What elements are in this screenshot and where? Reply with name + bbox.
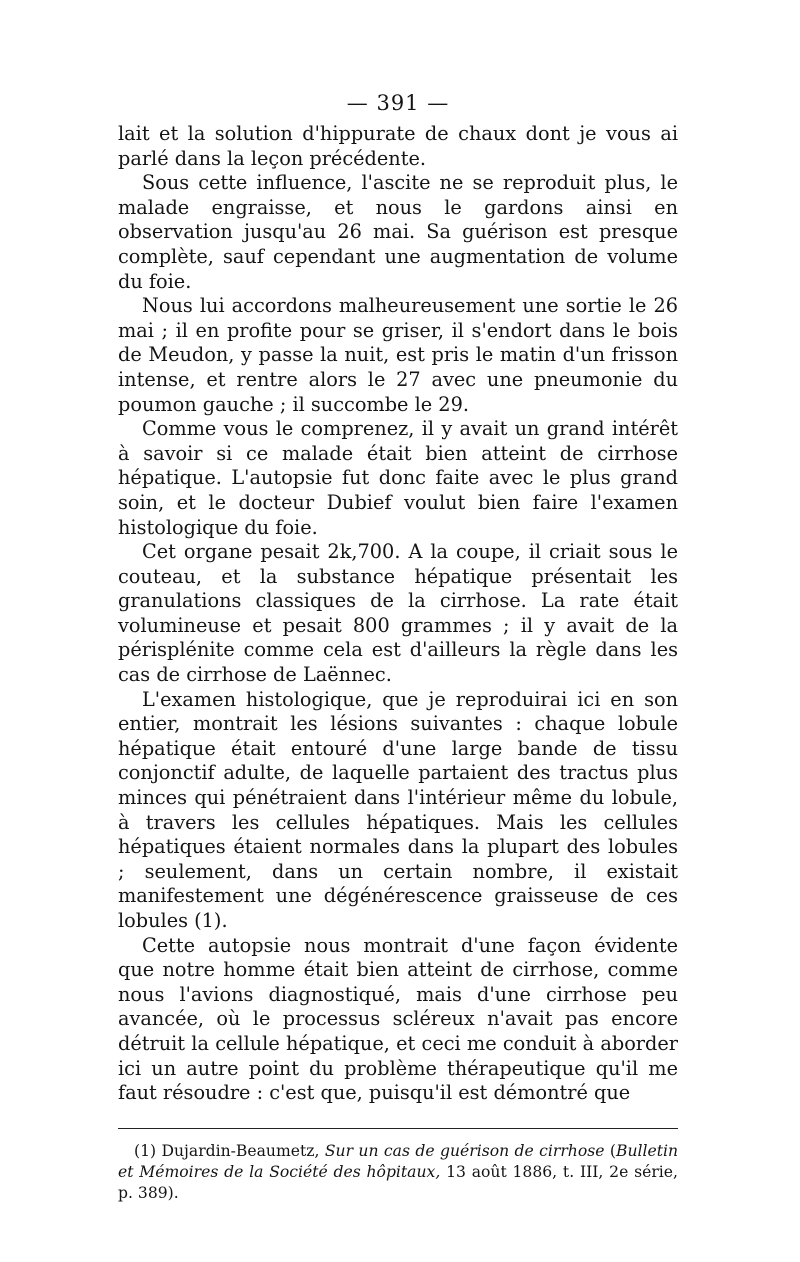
paragraph-2: Sous cette influence, l'ascite ne se reproduit plus, le malade engraisse, et nous le gardons ainsi en observation jusqu'au 26 mai. Sa guérison est presque complète, sauf cependant une augmentation de volume du foie. xyxy=(118,171,678,293)
paragraph-3: Nous lui accordons malheureusement une sortie le 26 mai ; il en profite pour se griser, il s'endort dans le bois de Meudon, y passe la nuit, est pris le matin d'un frisson intense, et rentre alors le 27 avec une pneumonie du poumon gauche ; il succombe le 29. xyxy=(118,294,678,416)
footnote-journal: Bulletin et Mémoires de la Société des hôpitaux, xyxy=(118,1141,678,1181)
paragraph-7: Cette autopsie nous montrait d'une façon évidente que notre homme était bien atteint de cirrhose, comme nous l'avions diagnostiqué, mais d'une cirrhose peu avancée, où le processus scléreux n'avait pas encore détruit la cellule hépatique, et ceci me conduit à aborder ici un autre point du problème thérapeutique qu'il me faut résoudre : c'est que, puisqu'il est démontré que xyxy=(118,933,678,1105)
footnote-title: Sur un cas de guérison de cirrhose xyxy=(324,1141,605,1160)
footnote-marker: (1) xyxy=(134,1141,157,1160)
paragraph-1: lait et la solution d'hippurate de chaux dont je vous ai parlé dans la leçon précédente. xyxy=(118,122,678,170)
paragraph-4: Comme vous le comprenez, il y avait un grand intérêt à savoir si ce malade était bien atteint de cirrhose hépatique. L'autopsie fut donc faite avec le plus grand soin, et le docteur Dubief voulut bien faire l'examen histologique du foie. xyxy=(118,417,678,539)
body-text xyxy=(118,122,678,1106)
footnote-details: 13 août 1886, t. III, 2e série, p. 389). xyxy=(118,1162,678,1202)
paragraph-5: Cet organe pesait 2k,700. A la coupe, il criait sous le couteau, et la substance hépatique présentait les granulations classiques de la cirrhose. La rate était volumineuse et pesait 800 grammes ; il y avait de la périsplénite comme cela est d'ailleurs la règle dans les cas de cirrhose de Laënnec. xyxy=(118,540,678,687)
footnote-open-paren: ( xyxy=(609,1141,616,1160)
paragraph-6: L'examen histologique, que je reproduirai ici en son entier, montrait les lésions suivantes : chaque lobule hépatique était entouré d'une large bande de tissu conjonctif adulte, de laquelle partaient des tractus plus minces qui pénétraient dans l'intérieur même du lobule, à travers les cellules hépatiques. Mais les cellules hépatiques étaient normales dans la plupart des lobules ; seulement, dans un certain nombre, il existait manifestement une dégénérescence graisseuse de ces lobules (1). xyxy=(118,687,678,932)
footnote xyxy=(118,1141,678,1204)
book-page xyxy=(118,88,678,1204)
footnote-author: Dujardin-Beaumetz, xyxy=(161,1141,320,1160)
footnote-divider xyxy=(118,1128,678,1129)
page-number: — 391 — xyxy=(346,91,450,115)
